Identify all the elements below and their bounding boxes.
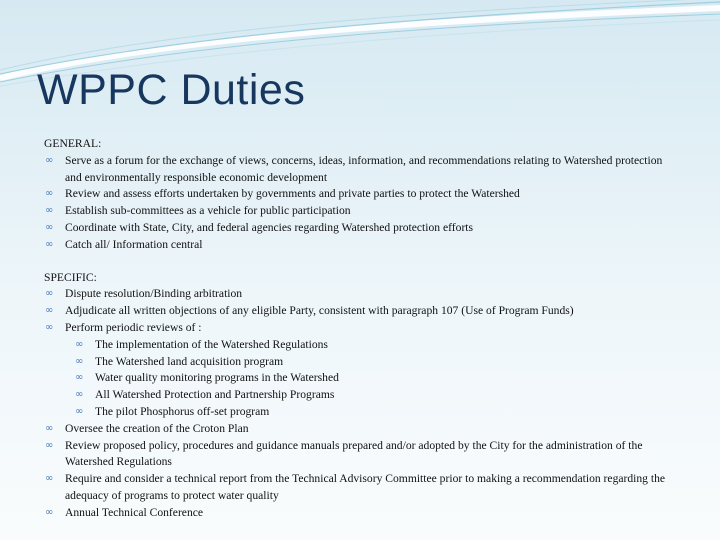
list-item	[44, 471, 676, 505]
list-item-text: Catch all/ Information central	[65, 237, 203, 251]
sub-list-item-text: The Watershed land acquisition program	[95, 354, 284, 368]
list-item	[44, 286, 676, 303]
slide-title: WPPC Duties	[37, 66, 306, 114]
section-gap	[44, 254, 676, 270]
sub-list-item	[44, 354, 676, 371]
list-item-text: Coordinate with State, City, and federal agencies regarding Watershed protection efforts	[65, 220, 474, 234]
infinity-bullet-icon: ∞	[45, 221, 54, 233]
list-item	[44, 438, 676, 472]
list-item-text: Annual Technical Conference	[65, 505, 204, 519]
list-item	[44, 153, 676, 187]
infinity-bullet-icon: ∞	[75, 355, 84, 367]
infinity-bullet-icon: ∞	[45, 439, 54, 451]
infinity-bullet-icon: ∞	[45, 506, 54, 518]
infinity-bullet-icon: ∞	[45, 422, 54, 434]
list-item	[44, 220, 676, 237]
list-item-text: Adjudicate all written objections of any eligible Party, consistent with paragraph 107 (Use of Program Funds)	[65, 304, 574, 318]
specific-heading: SPECIFIC:	[44, 270, 97, 284]
infinity-bullet-icon: ∞	[75, 338, 84, 350]
infinity-bullet-icon: ∞	[45, 305, 54, 317]
list-item-text: Review and assess efforts undertaken by governments and private parties to protect the Watershed	[65, 187, 520, 201]
general-heading: GENERAL:	[44, 137, 102, 150]
list-item-text: Serve as a forum for the exchange of views, concerns, ideas, information, and recommendations relating to Watershed protection and environmentally responsible economic development	[65, 153, 663, 184]
list-item	[44, 505, 676, 522]
list-item-text: Review proposed policy, procedures and guidance manuals prepared and/or adopted by the City for the administration of the Watershed Regulations	[65, 438, 643, 469]
infinity-bullet-icon: ∞	[45, 188, 54, 200]
list-item-text: Dispute resolution/Binding arbitration	[65, 287, 243, 301]
infinity-bullet-icon: ∞	[45, 154, 54, 166]
list-item	[44, 203, 676, 220]
infinity-bullet-icon: ∞	[75, 372, 84, 384]
sub-list-item	[44, 337, 676, 354]
list-item	[44, 421, 676, 438]
list-item	[44, 186, 676, 203]
list-item-text: Establish sub-committees as a vehicle for public participation	[65, 204, 351, 218]
list-item	[44, 237, 676, 254]
sub-list-item	[44, 404, 676, 421]
sub-list-item	[44, 387, 676, 404]
slide-content	[44, 136, 676, 522]
sub-list-item-text: The implementation of the Watershed Regulations	[95, 337, 328, 351]
general-list	[44, 153, 676, 254]
infinity-bullet-icon: ∞	[45, 321, 54, 333]
list-item-text: Oversee the creation of the Croton Plan	[65, 421, 249, 435]
specific-list	[44, 286, 676, 521]
list-item	[44, 303, 676, 320]
list-item-text: Perform periodic reviews of :	[65, 320, 202, 334]
infinity-bullet-icon: ∞	[75, 389, 84, 401]
infinity-bullet-icon: ∞	[45, 238, 54, 250]
infinity-bullet-icon: ∞	[45, 205, 54, 217]
list-item	[44, 320, 676, 337]
sub-list-item-text: The pilot Phosphorus off-set program	[95, 404, 270, 418]
infinity-bullet-icon: ∞	[45, 288, 54, 300]
sub-list-item-text: All Watershed Protection and Partnership Programs	[95, 388, 335, 402]
sub-list-item-text: Water quality monitoring programs in the Watershed	[95, 371, 339, 385]
sub-list-item	[44, 370, 676, 387]
infinity-bullet-icon: ∞	[45, 473, 54, 485]
list-item-text: Require and consider a technical report from the Technical Advisory Committee prior to making a recommendation regarding the adequacy of programs to protect water quality	[65, 472, 666, 502]
infinity-bullet-icon: ∞	[75, 405, 84, 417]
